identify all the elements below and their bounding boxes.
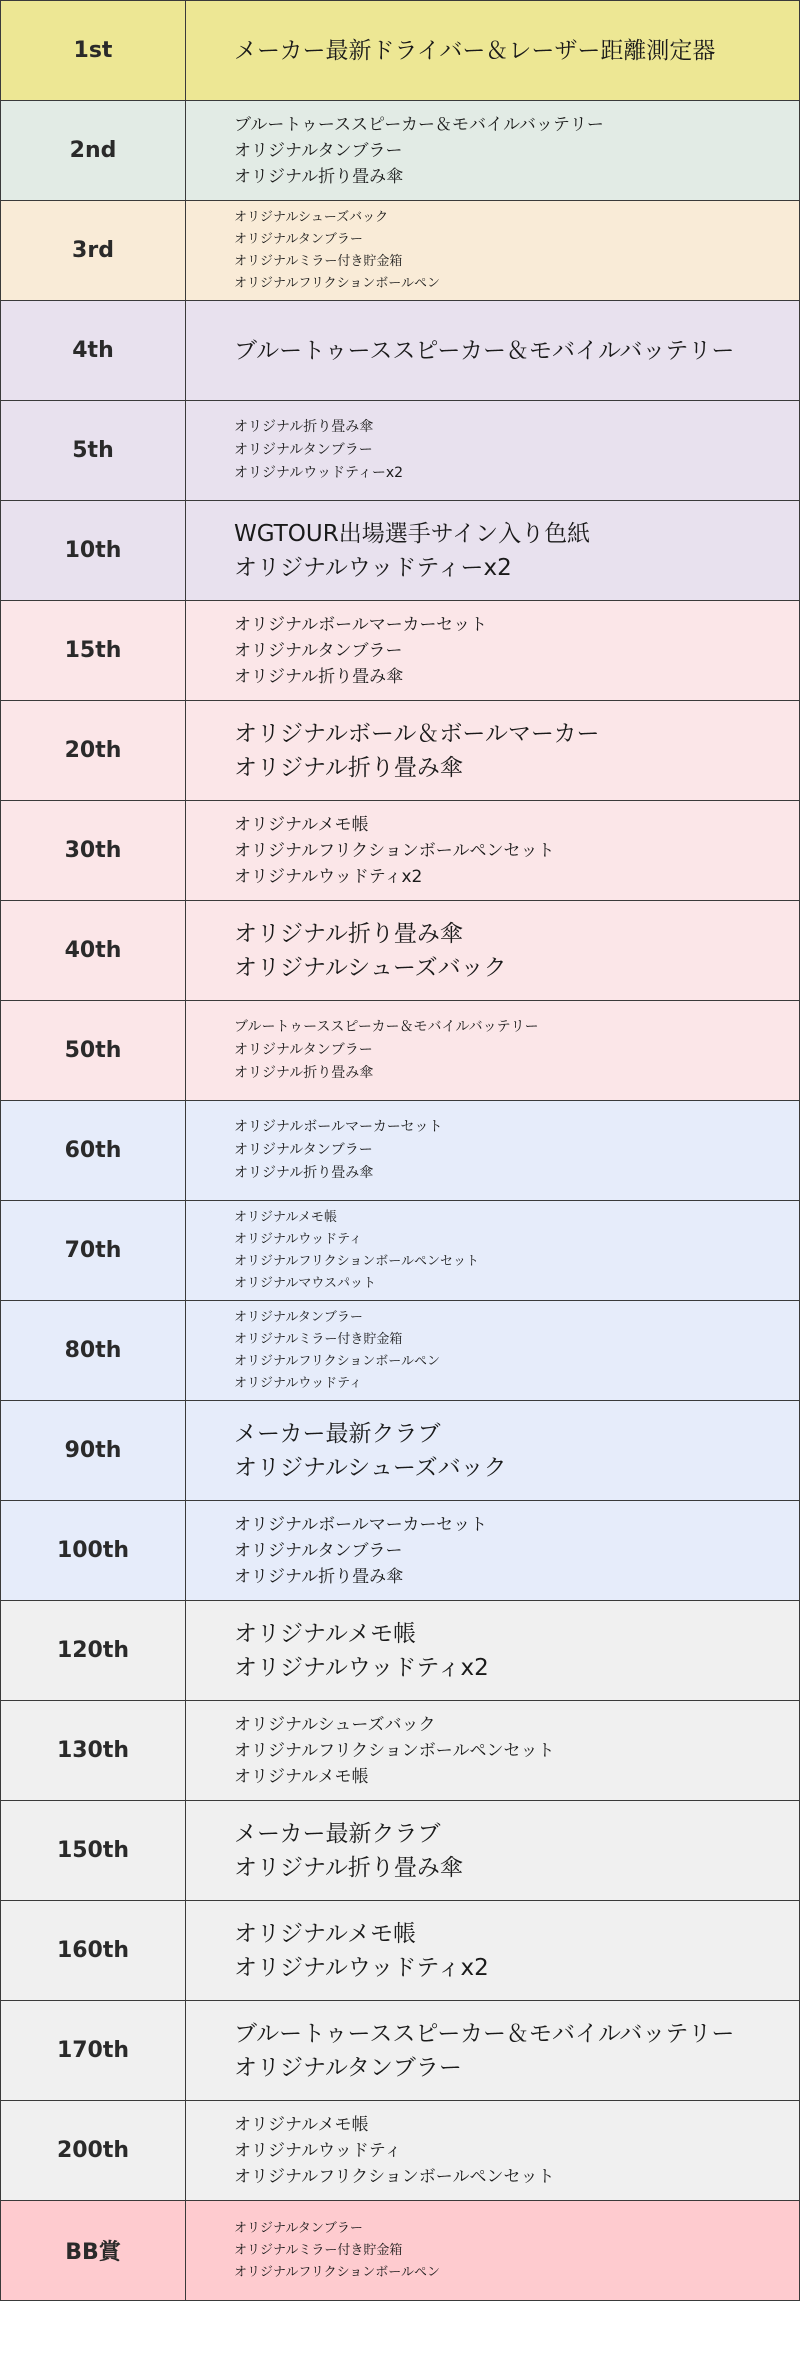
prize-item: ブルートゥーススピーカー＆モバイルバッテリー: [234, 2020, 735, 2047]
rank-cell: 70th: [1, 1201, 186, 1301]
prize-item: オリジナル折り畳み傘: [234, 1566, 404, 1587]
prize-item: オリジナルメモ帳: [234, 1920, 417, 1947]
rank-cell: 130th: [1, 1701, 186, 1801]
rank-cell: 120th: [1, 1601, 186, 1701]
prize-item: オリジナルタンブラー: [234, 1042, 373, 1058]
prize-row: [1, 501, 800, 601]
prize-item: オリジナルメモ帳: [234, 814, 369, 835]
prize-item: オリジナルウッドティ: [234, 2140, 402, 2161]
prize-item: オリジナルシューズバック: [234, 1454, 507, 1481]
prize-item: オリジナルメモ帳: [234, 2114, 369, 2135]
prize-row: [1, 1001, 800, 1101]
prize-list-cell: [186, 1401, 800, 1501]
prize-list-cell: [186, 2201, 800, 2301]
prize-row: [1, 701, 800, 801]
prize-item: WGTOUR出場選手サイン入り色紙: [234, 520, 591, 547]
prize-row: [1, 1101, 800, 1201]
prize-item: ブルートゥーススピーカー＆モバイルバッテリー: [234, 1019, 539, 1035]
prize-item: オリジナルボールマーカーセット: [234, 1119, 443, 1135]
rank-cell: 3rd: [1, 201, 186, 301]
prize-item: メーカー最新クラブ: [234, 1820, 441, 1847]
prize-list-cell: [186, 2001, 800, 2101]
prize-row: [1, 301, 800, 401]
prize-item: オリジナルミラー付き貯金箱: [234, 1331, 403, 1347]
rank-cell: 200th: [1, 2101, 186, 2201]
prize-item: オリジナルタンブラー: [234, 442, 373, 458]
prize-row: [1, 1401, 800, 1501]
prize-item: オリジナルシューズバック: [234, 1714, 436, 1735]
prize-list-cell: [186, 701, 800, 801]
prize-item: ブルートゥーススピーカー＆モバイルバッテリー: [234, 337, 735, 364]
prize-item: オリジナル折り畳み傘: [234, 419, 374, 435]
prize-item: ブルートゥーススピーカー＆モバイルバッテリー: [234, 114, 604, 135]
prize-item: オリジナルタンブラー: [234, 231, 363, 247]
prize-item: オリジナルウッドティx2: [234, 1654, 489, 1681]
prize-item: オリジナル折り畳み傘: [234, 920, 463, 947]
prize-list-cell: [186, 301, 800, 401]
prize-item: オリジナルフリクションボールペン: [234, 275, 441, 291]
rank-cell: 150th: [1, 1801, 186, 1901]
prize-item: オリジナルシューズバック: [234, 209, 389, 225]
prize-row: [1, 801, 800, 901]
prize-list-cell: [186, 1901, 800, 2001]
rank-cell: 90th: [1, 1401, 186, 1501]
prize-item: オリジナル折り畳み傘: [234, 666, 404, 687]
prize-item: オリジナルタンブラー: [234, 140, 403, 161]
prize-list-cell: [186, 1501, 800, 1601]
prize-item: オリジナルマウスパット: [234, 1275, 376, 1291]
prize-item: オリジナル折り畳み傘: [234, 166, 404, 187]
prize-row: [1, 601, 800, 701]
prize-item: オリジナルボールマーカーセット: [234, 1514, 488, 1535]
prize-list-cell: [186, 201, 800, 301]
prize-item: オリジナルミラー付き貯金箱: [234, 253, 403, 269]
prize-item: オリジナルウッドティ: [234, 1375, 363, 1391]
prize-item: オリジナルタンブラー: [234, 640, 403, 661]
prize-list-cell: [186, 601, 800, 701]
prize-item: オリジナルタンブラー: [234, 2054, 462, 2081]
prize-item: オリジナルウッドティーx2: [234, 554, 512, 581]
prize-list-cell: [186, 1001, 800, 1101]
rank-cell: 10th: [1, 501, 186, 601]
rank-cell: 4th: [1, 301, 186, 401]
prize-item: オリジナルシューズバック: [234, 954, 507, 981]
rank-cell: 40th: [1, 901, 186, 1001]
prize-list-cell: [186, 901, 800, 1001]
prize-item: メーカー最新クラブ: [234, 1420, 441, 1447]
prize-item: オリジナル折り畳み傘: [234, 1854, 463, 1881]
prize-item: オリジナル折り畳み傘: [234, 1065, 374, 1081]
prize-item: オリジナルフリクションボールペンセット: [234, 840, 555, 861]
prize-item: オリジナルフリクションボールペンセット: [234, 2166, 555, 2187]
prize-row: [1, 201, 800, 301]
prize-item: オリジナルウッドティx2: [234, 1954, 489, 1981]
rank-cell: 2nd: [1, 101, 186, 201]
prize-item: オリジナルメモ帳: [234, 1209, 337, 1225]
prize-list-cell: [186, 1801, 800, 1901]
prize-row: [1, 2201, 800, 2301]
prize-row: [1, 101, 800, 201]
rank-cell: 5th: [1, 401, 186, 501]
prize-row: [1, 1501, 800, 1601]
prize-row: [1, 1201, 800, 1301]
rank-cell: 50th: [1, 1001, 186, 1101]
prize-item: オリジナルタンブラー: [234, 1540, 403, 1561]
prize-list-cell: [186, 1701, 800, 1801]
prize-list-cell: [186, 2101, 800, 2201]
prize-list-cell: [186, 1201, 800, 1301]
prize-list-cell: [186, 101, 800, 201]
prize-row: [1, 1601, 800, 1701]
rank-cell: 160th: [1, 1901, 186, 2001]
prize-list-cell: [186, 801, 800, 901]
rank-cell: BB賞: [1, 2201, 186, 2301]
prize-item: オリジナルフリクションボールペン: [234, 2264, 441, 2280]
prize-item: オリジナルタンブラー: [234, 1309, 363, 1325]
rank-cell: 1st: [1, 1, 186, 101]
prize-row: [1, 2001, 800, 2101]
prize-item: オリジナルウッドティ: [234, 1231, 363, 1247]
rank-cell: 15th: [1, 601, 186, 701]
prize-row: [1, 401, 800, 501]
prize-list-cell: [186, 401, 800, 501]
prize-list-cell: [186, 1101, 800, 1201]
rank-cell: 20th: [1, 701, 186, 801]
rank-cell: 30th: [1, 801, 186, 901]
prize-item: オリジナルメモ帳: [234, 1620, 417, 1647]
prize-item: オリジナルメモ帳: [234, 1766, 369, 1787]
prize-row: [1, 901, 800, 1001]
prize-row: [1, 1901, 800, 2001]
prize-table-body: [1, 1, 800, 2301]
rank-cell: 60th: [1, 1101, 186, 1201]
prize-item: オリジナルフリクションボールペンセット: [234, 1253, 480, 1269]
prize-item: オリジナルミラー付き貯金箱: [234, 2242, 403, 2258]
prize-item: オリジナル折り畳み傘: [234, 754, 463, 781]
prize-item: オリジナル折り畳み傘: [234, 1165, 374, 1181]
prize-item: オリジナルボール＆ボールマーカー: [234, 720, 600, 747]
prize-row: [1, 1301, 800, 1401]
prize-item: オリジナルタンブラー: [234, 1142, 373, 1158]
prize-row: [1, 2101, 800, 2201]
prize-row: [1, 1801, 800, 1901]
rank-cell: 80th: [1, 1301, 186, 1401]
prize-list-cell: [186, 1301, 800, 1401]
prize-list-cell: [186, 1601, 800, 1701]
prize-item: オリジナルボールマーカーセット: [234, 614, 488, 635]
prize-row: [1, 1, 800, 101]
prize-item: オリジナルフリクションボールペンセット: [234, 1740, 555, 1761]
rank-cell: 100th: [1, 1501, 186, 1601]
prize-item: メーカー最新ドライバー＆レーザー距離測定器: [234, 37, 716, 64]
rank-cell: 170th: [1, 2001, 186, 2101]
prize-list-cell: [186, 501, 800, 601]
prize-item: オリジナルタンブラー: [234, 2220, 363, 2236]
prize-item: オリジナルウッドティx2: [234, 866, 423, 887]
prize-item: オリジナルウッドティーx2: [234, 465, 404, 481]
prize-list-cell: [186, 1, 800, 101]
prize-row: [1, 1701, 800, 1801]
prize-item: オリジナルフリクションボールペン: [234, 1353, 441, 1369]
